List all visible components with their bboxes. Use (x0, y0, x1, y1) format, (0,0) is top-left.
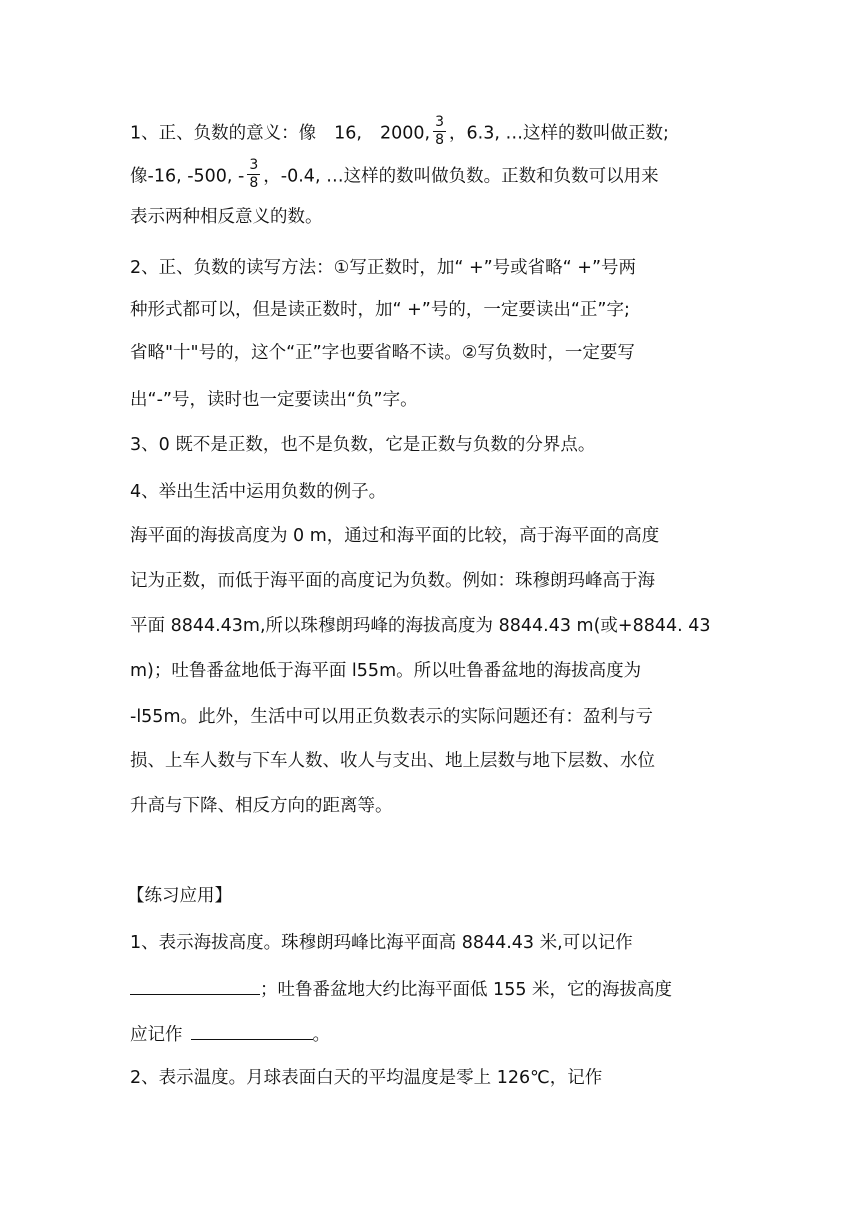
practice-heading: 【练习应用】 (127, 886, 232, 906)
practice-q2-line-1: 2、表示温度。月球表面白天的平均温度是零上 126℃，记作 (130, 1068, 603, 1088)
answer-blank-1[interactable] (130, 976, 260, 995)
answer-blank-2[interactable] (191, 1021, 313, 1040)
p4-line-7: 损、上车人数与下车人数、收人与支出、地上层数与地下层数、水位 (130, 751, 655, 771)
p4-line-1: 4、举出生活中运用负数的例子。 (130, 482, 387, 502)
fraction-negative-three-eighths: $\frac{3}{8}$ (249, 157, 259, 191)
p1-l2-b: ，-0.4, …这样的数叫做负数。正数和负数可以用来 (263, 166, 659, 187)
p1-l1-a: 1、正、负数的意义：像 (130, 123, 317, 144)
p4-line-5: m)；吐鲁番盆地低于海平面 l55m。所以吐鲁番盆地的海拔高度为 (130, 661, 642, 681)
p1-line-1 (130, 116, 669, 151)
p4-line-4: 平面 8844.43m,所以珠穆朗玛峰的海拔高度为 8844.43 m(或+8844. 43 (130, 616, 711, 636)
p1-l1-d: ，6.3, …这样的数叫做正数; (449, 123, 669, 144)
practice-q1-l3-a: 应记作 (130, 1025, 183, 1045)
p1-l1-c: 2000, (379, 123, 431, 144)
p3-line-1: 3、0 既不是正数，也不是负数，它是正数与负数的分界点。 (130, 435, 596, 455)
p4-line-2: 海平面的海拔高度为 0 m，通过和海平面的比较，高于海平面的高度 (130, 526, 660, 546)
p1-line-2 (130, 159, 659, 194)
p4-line-3: 记为正数，而低于海平面的高度记为负数。例如：珠穆朗玛峰高于海 (130, 571, 655, 591)
fraction-three-eighths: $\frac{3}{8}$ (435, 114, 445, 148)
p2-line-4: 出“-”号，读时也一定要读出“负”字。 (130, 390, 418, 410)
p2-line-1: 2、正、负数的读写方法：①写正数时，加“ +”号或省略“ +”号两 (130, 258, 637, 278)
p1-l1-b: 16, (334, 123, 362, 144)
p1-line-3: 表示两种相反意义的数。 (130, 207, 323, 227)
p4-line-8: 升高与下降、相反方向的距离等。 (130, 796, 393, 816)
practice-q1-line-1: 1、表示海拔高度。珠穆朗玛峰比海平面高 8844.43 米,可以记作 (130, 933, 633, 953)
p4-line-6: -l55m。此外，生活中可以用正负数表示的实际问题还有：盈利与亏 (130, 707, 653, 727)
practice-q1-line-3 (130, 1021, 330, 1047)
practice-q1-line-2 (130, 976, 672, 1002)
p2-line-2: 种形式都可以，但是读正数时，加“ +”号的，一定要读出“正”字; (130, 300, 630, 320)
p2-line-3: 省略"十"号的，这个“正”字也要省略不读。②写负数时，一定要写 (130, 343, 635, 363)
p1-l2-a: 像-16, -500, - (130, 166, 245, 187)
practice-q1-l2-text: ；吐鲁番盆地大约比海平面低 155 米，它的海拔高度 (260, 980, 673, 1000)
practice-q1-l3-b: 。 (312, 1025, 330, 1045)
